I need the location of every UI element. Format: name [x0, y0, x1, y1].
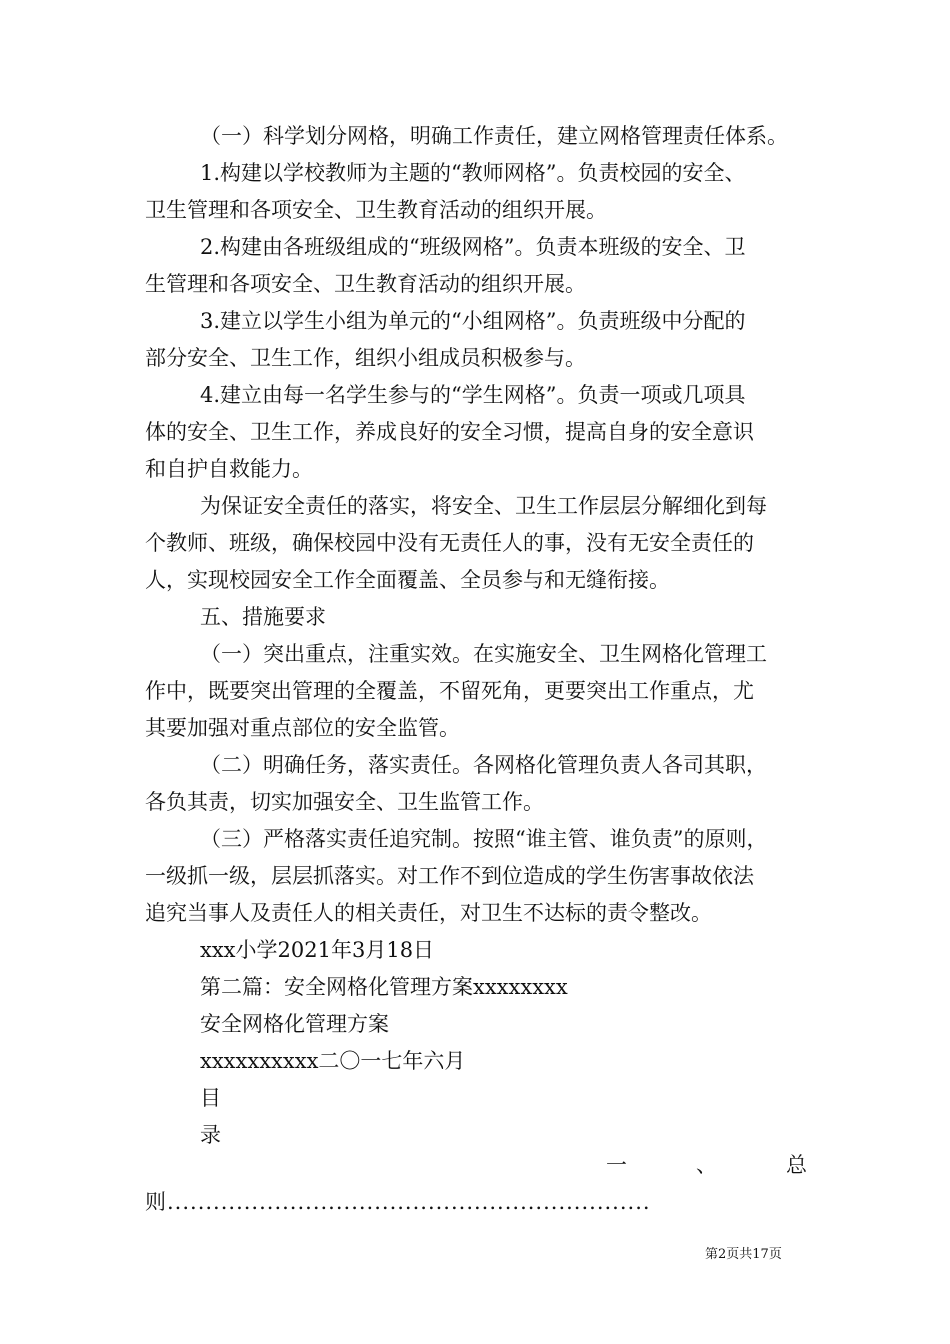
text-line: 为保证安全责任的落实，将安全、卫生工作层层分解细化到每	[200, 494, 767, 518]
section-heading: 五、措施要求	[200, 605, 326, 629]
text-line: 和自护自救能力。	[145, 457, 313, 481]
text-line: （一）科学划分网格，明确工作责任，建立网格管理责任体系。	[200, 124, 788, 148]
toc-entry-part: 一	[606, 1153, 627, 1177]
text-line: 人，实现校园安全工作全面覆盖、全员参与和无缝衔接。	[145, 568, 670, 592]
text-line: 个教师、班级，确保校园中没有无责任人的事，没有无安全责任的	[145, 531, 754, 555]
toc-entry-part: 、	[696, 1153, 717, 1177]
text-line: 部分安全、卫生工作，组织小组成员积极参与。	[145, 346, 586, 370]
text-line: 追究当事人及责任人的相关责任，对卫生不达标的责令整改。	[145, 901, 712, 925]
text-line: 一级抓一级，层层抓落实。对工作不到位造成的学生伤害事故依法	[145, 864, 754, 888]
doc-date: xxxxxxxxxx二〇一七年六月	[200, 1049, 466, 1073]
toc-dots-line: 则...............................................................	[145, 1190, 651, 1214]
doc-title: 安全网格化管理方案	[200, 1012, 389, 1036]
text-line: 各负其责，切实加强安全、卫生监管工作。	[145, 790, 544, 814]
page-number: 第2页共17页	[705, 1247, 782, 1262]
text-line: （一）突出重点，注重实效。在实施安全、卫生网格化管理工	[200, 642, 767, 666]
section-title: 第二篇：安全网格化管理方案xxxxxxxx	[200, 975, 568, 999]
toc-entry-part: 总	[786, 1153, 807, 1177]
text-line: 卫生管理和各项安全、卫生教育活动的组织开展。	[145, 198, 607, 222]
text-line: 体的安全、卫生工作，养成良好的安全习惯，提高自身的安全意识	[145, 420, 754, 444]
text-line: 2.构建由各班级组成的“班级网格”。负责本班级的安全、卫	[200, 235, 746, 259]
text-line: 作中，既要突出管理的全覆盖，不留死角，更要突出工作重点，尤	[145, 679, 754, 703]
text-line: 3.建立以学生小组为单元的“小组网格”。负责班级中分配的	[200, 309, 746, 333]
text-line: 生管理和各项安全、卫生教育活动的组织开展。	[145, 272, 586, 296]
signature-date: xxx小学2021年3月18日	[200, 938, 435, 962]
text-line: 4.建立由每一名学生参与的“学生网格”。负责一项或几项具	[200, 383, 746, 407]
text-line: （三）严格落实责任追究制。按照“谁主管、谁负责”的原则，	[200, 827, 768, 851]
text-line: 其要加强对重点部位的安全监管。	[145, 716, 460, 740]
toc-heading-1: 目	[200, 1086, 221, 1110]
text-line: 1.构建以学校教师为主题的“教师网格”。负责校园的安全、	[200, 161, 746, 185]
text-line: （二）明确任务，落实责任。各网格化管理负责人各司其职，	[200, 753, 767, 777]
toc-heading-2: 录	[200, 1123, 221, 1147]
